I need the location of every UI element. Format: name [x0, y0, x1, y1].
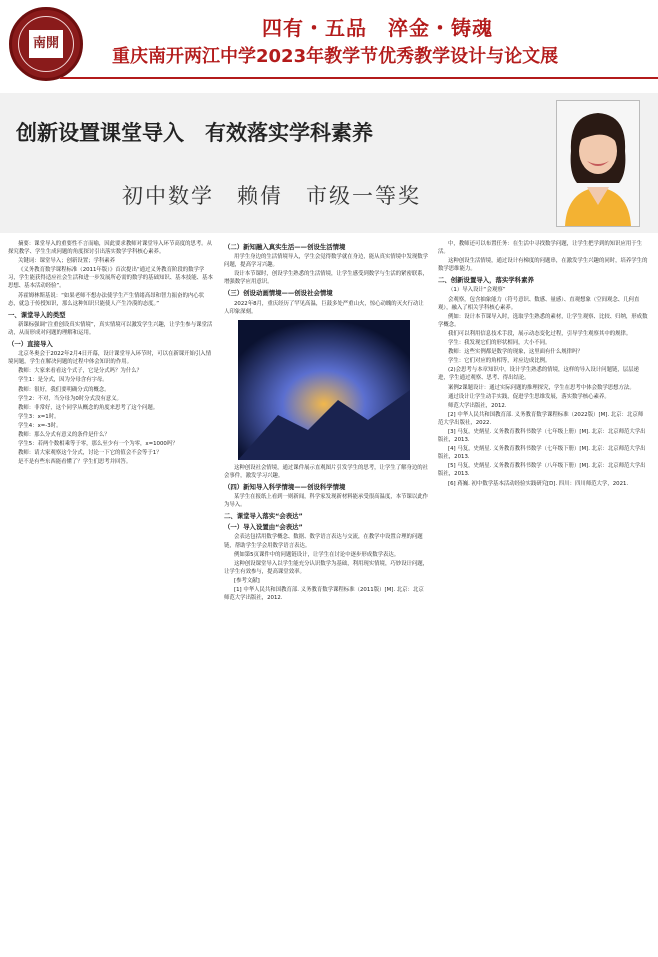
paragraph: 中，教师还可以布置任务：在生活中寻找数学问题，让学生把学到的知识应用于生活。 — [438, 241, 643, 256]
school-motto: 四有・五品 淬金・铸魂 — [262, 16, 493, 40]
paragraph: 苏霍姆林斯基说：“如果老师不想办法使学生产生情绪高昂和智力振奋的内心状态，就急于传授知识，那么这种知识只能使人产生冷漠的态度。” — [8, 292, 205, 307]
paragraph: 学生5：若两个数相乘等于零，那么至少有一个为零，x=1000吗？ — [18, 441, 178, 448]
paragraph: 教师：那么分式有意义的条件是什么？ — [18, 431, 110, 438]
section-heading: 一、课堂导入的类型 — [8, 310, 66, 319]
paragraph: 学生2：不对，当分母为0时分式没有意义。 — [18, 395, 122, 402]
paragraph: 学生3：x=1时。 — [18, 413, 60, 420]
paragraph: 师范大学出版社，2012. — [448, 402, 507, 409]
paragraph: 这种创设社会情境，通过课件展示直观图片引发学生的思考，让学生了解身边的社会事件，激发学习兴趣。 — [224, 464, 429, 479]
paragraph: 学生4：x=-3时。 — [18, 422, 62, 429]
paragraph: 《义务教育数学课程标准（2011年版）》首次提出“通过义务教育阶段的数学学习，学生能获得适应社会生活和进一步发展所必需的数学的基础知识、基本技能、基本思想、基本活动经验”。 — [8, 267, 213, 290]
paragraph: 案例2课题设计：通过实际问题的推理探究，学生在思考中体会数学思想方法。 — [448, 384, 635, 391]
event-title: 重庆南开两江中学2023年教学节优秀教学设计与论文展 — [112, 46, 559, 67]
column-left — [8, 240, 213, 467]
section-heading: 二、创新设置导入，落实学科素养 — [438, 276, 534, 285]
paragraph: 例如：设计本节课导入时，选取学生熟悉的素材，让学生观察、比较、归纳，形成数学概念。 — [438, 313, 648, 328]
portrait-illustration — [557, 101, 639, 226]
paragraph: 摘要：课堂导入的重要性不言而喻，因此要求教师对课堂导入环节高度的思考。从探究教学、学生生成问题的角度探讨引出落实数学学科核心素养。 — [8, 241, 213, 256]
paragraph: 学生：它们对应的角相等，对应边成比例。 — [448, 358, 551, 365]
paragraph: 新课标强调“注重创设真实情境”，真实情境可以激发学生兴趣，让学生参与课堂活动，从而形成对问题的理解和运用。 — [8, 321, 213, 336]
paragraph: [2] 中华人民共和国教育部. 义务教育数学课程标准（2022版）[M]. 北京：北京师范大学出版社，2022. — [438, 411, 644, 426]
paragraph: 教师：非常好，这个同学从概念的角度来思考了这个问题。 — [18, 404, 159, 411]
section-heading: 二、课堂导入落实“会表达” — [224, 512, 303, 521]
section-heading: （三）创设动画情境——创设社会情境 — [224, 289, 333, 298]
paragraph: 教师：这些实例都是数学的现象，这里面有什么规律吗？ — [448, 349, 583, 356]
section-heading: （一）直接导入 — [8, 340, 53, 349]
author-portrait — [556, 100, 640, 227]
paragraph: 学生1：是分式，因为分母含有字母。 — [18, 377, 108, 384]
author-line: 初中数学 赖倩 市级一等奖 — [122, 184, 421, 208]
paragraph: 2022年8月，重庆经历了罕见高温，巨鼓多处严重山火，惊心动魄的灭火行动让人印象深刻。 — [224, 300, 424, 315]
paragraph: [4] 马复，史炳星. 义务教育教科书数学（七年级下册）[M]. 北京：北京师范大学出版社，2013. — [438, 446, 646, 461]
paragraph: 设计本节课时，创设学生熟悉的生活情境，让学生感受到数学与生活的紧密联系，增强数学应用意识。 — [224, 271, 429, 286]
paragraph: 教师：大家来看看这个式子，它是分式吗？为什么？ — [18, 368, 142, 375]
paragraph: (2)会思考与本章知识中，设计学生熟悉的情境，这样的导入设计问题链，层层递进，学生通过观察、思考、得出结论。 — [438, 367, 639, 382]
column-right — [438, 240, 648, 489]
section-heading: （一）导入设置由“会表达” — [224, 523, 303, 532]
logo-mark: 南開 — [29, 30, 63, 58]
header — [0, 0, 658, 88]
paragraph: [参考文献] — [234, 577, 260, 584]
paper-title: 创新设置课堂导入 有效落实学科素养 — [16, 120, 373, 145]
paragraph: 通过设计让学生动手实践，促进学生思维发展，落实数学核心素养。 — [448, 393, 610, 400]
paragraph: [3] 马复，史炳星. 义务教育教科书数学（七年级上册）[M]. 北京：北京师范大学出版社，2013. — [438, 428, 646, 444]
paragraph: [6] 蒋巍. 初中数学基本活动经验实践研究[D]. 四川：四川师范大学，2021. — [448, 480, 629, 487]
embedded-photo — [238, 320, 410, 460]
paragraph: （1）导入设计“会观察” — [448, 287, 506, 294]
paragraph: 这种创设生活情境，通过设计有梯度的问题串，在激发学生兴趣的同时，培养学生的数学思维能力。 — [438, 258, 648, 273]
paragraph: 这种创设课堂导入以学生能充分认识数学为基础，利用现实情境，巧妙设计问题，让学生有效参与，提高课堂效率。 — [224, 560, 429, 575]
column-middle — [224, 240, 429, 603]
section-heading: （二）新知融入真实生活——创设生活情境 — [224, 243, 346, 251]
school-logo — [9, 7, 83, 81]
paragraph: 会表达包括用数学概念、数据、数学语言表达与交流，在教学中设置合理的问题链，帮助学生学会用数学语言表达。 — [224, 534, 423, 549]
paragraph: 用学生身边的生活情境导入，学生会觉得数学就在身边，能从真实情境中发现数学问题，提高学习兴趣。 — [224, 254, 429, 269]
paragraph: 关键词：课堂导入；创新设置；学科素养 — [18, 258, 116, 265]
header-divider — [60, 77, 658, 79]
paragraph: 某学生在报纸上看到一则新闻，科学家发现新材料能承受很高温度，本节课以此作为导入。 — [224, 494, 429, 509]
paragraph: 会观察，包含抽象能力（符号意识、数感、量感）、直观想象（空间观念、几何直观），融入了相关学科核心素养。 — [438, 296, 640, 311]
paragraph: 我们可以利用信息技术手段，展示动态变化过程，引导学生观察其中的规律。 — [448, 330, 632, 337]
paragraph: 教师：很好，我们要明确分式的概念。 — [18, 386, 110, 393]
paragraph: [5] 马复，史炳星. 义务教育教科书数学（八年级下册）[M]. 北京：北京师范大学出版社，2013. — [438, 463, 646, 478]
paragraph: 教师：请大家观察这个分式，讨论一下它的值会不会等于1？ — [18, 450, 162, 457]
paragraph: 是不是有些东西能看懂了？学生们思考并回答。 — [18, 459, 132, 466]
paragraph: [1] 中华人民共和国教育部. 义务教育数学课程标准（2011版）[M]. 北京：北京师范大学出版社，2012. — [224, 586, 424, 602]
section-heading: （四）新知导入科学情境——创设科学情境 — [224, 482, 346, 491]
paragraph: 学生：我发现它们的形状相同，大小不同。 — [448, 340, 551, 347]
paragraph: 北京冬奥会于2022年2月4日开幕，设计课堂导入环节时，可以在新课开始引入情境问题，学生在解决问题的过程中体会知识的作用。 — [8, 351, 212, 366]
paragraph: 例如第5页课件中的问题链设计，让学生在讨论中逐步形成数学表达。 — [234, 551, 400, 558]
